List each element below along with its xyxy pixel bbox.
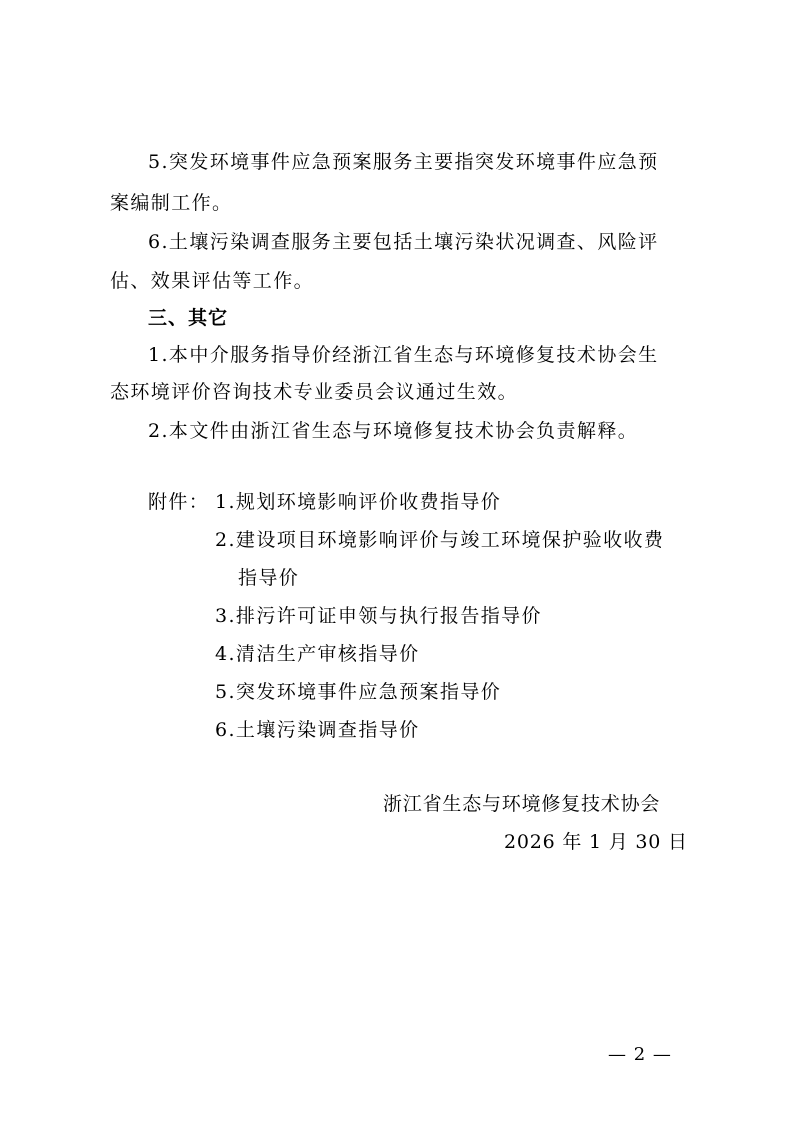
paragraph-line: 态环境评价咨询技术专业委员会议通过生效。 <box>110 381 519 403</box>
signature-organization: 浙江省生态与环境修复技术协会 <box>383 793 661 815</box>
attachment-item: 3.排污许可证申领与执行报告指导价 <box>215 605 542 627</box>
attachment-item: 2.建设项目环境影响评价与竣工环境保护验收收费 <box>215 529 665 551</box>
attachment-item: 1.规划环境影响评价收费指导价 <box>215 491 502 513</box>
attachments-label: 附件： <box>148 491 210 513</box>
attachment-item-continuation: 指导价 <box>238 567 300 589</box>
paragraph-line: 5.突发环境事件应急预案服务主要指突发环境事件应急预 <box>148 151 659 173</box>
paragraph-line: 2.本文件由浙江省生态与环境修复技术协会负责解释。 <box>148 420 639 442</box>
section-heading: 三、其它 <box>148 307 229 329</box>
paragraph-line: 6.土壤污染调查服务主要包括土壤污染状况调查、风险评 <box>148 231 659 253</box>
attachment-item: 5.突发环境事件应急预案指导价 <box>215 681 502 703</box>
paragraph-line: 案编制工作。 <box>110 192 233 214</box>
attachment-item: 6.土壤污染调查指导价 <box>215 719 420 741</box>
page-number: — 2 — <box>608 1044 672 1065</box>
paragraph-line: 1.本中介服务指导价经浙江省生态与环境修复技术协会生 <box>148 344 659 366</box>
signature-date: 2026 年 1 月 30 日 <box>504 831 688 853</box>
attachment-item: 4.清洁生产审核指导价 <box>215 643 420 665</box>
paragraph-line: 估、效果评估等工作。 <box>110 270 315 292</box>
